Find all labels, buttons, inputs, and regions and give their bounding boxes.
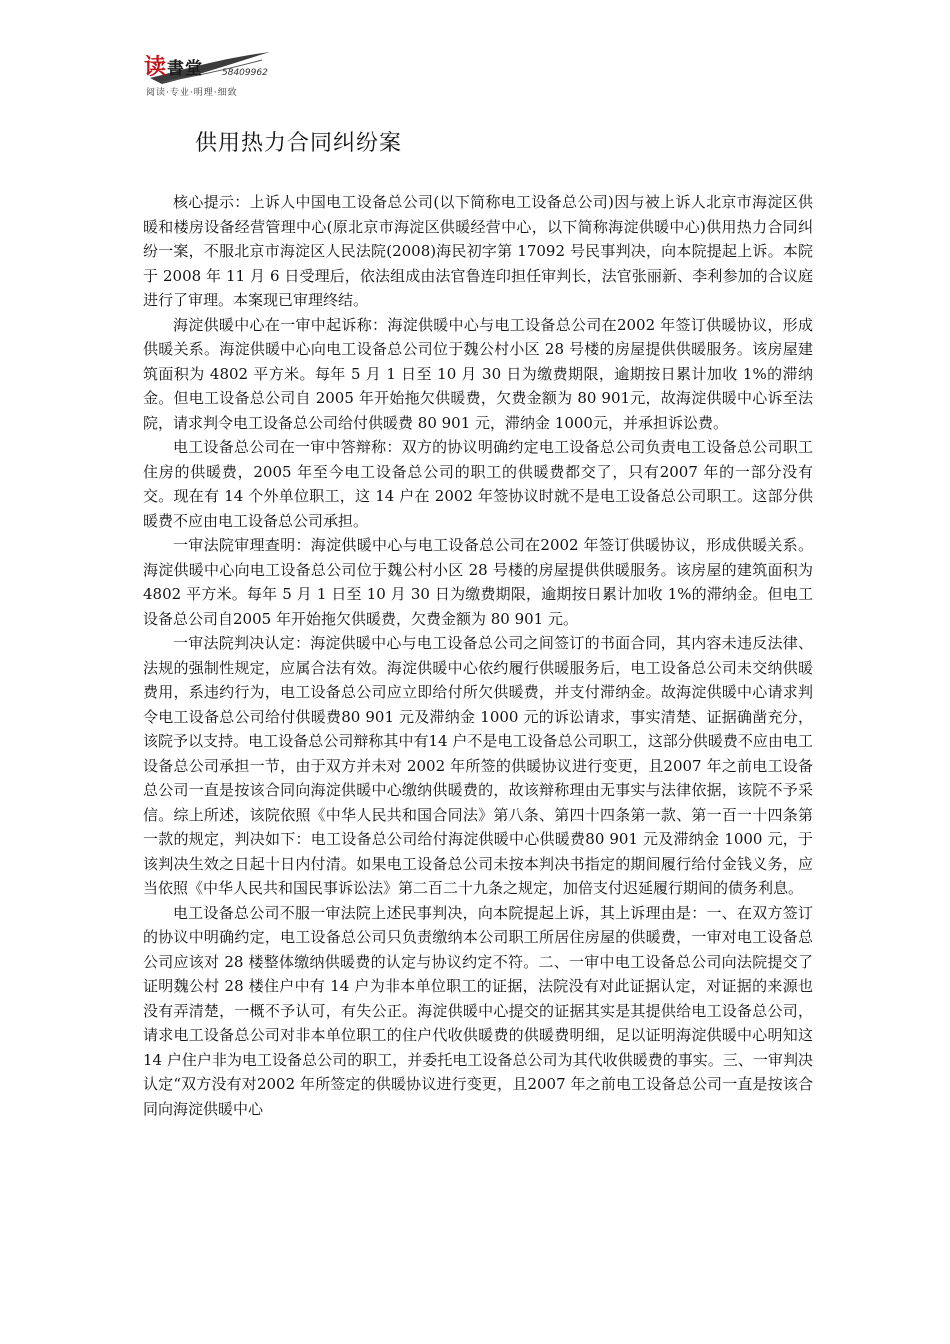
paragraph: 海淀供暖中心在一审中起诉称：海淀供暖中心与电工设备总公司在2002 年签订供暖协议，形成供暖关系。海淀供暖中心向电工设备总公司位于魏公村小区 28 号楼的房屋提供供暖服务。该房屋建筑面积为 4802 平方米。每年 5 月 1 日至 10 月 30 日为缴费期限，逾期按日累计加收 1%的滞纳金。但电工设备总公司自 2005 年开始拖欠供暖费，欠费金额为 80 901元，故海淀供暖中心诉至法院，请求判令电工设备总公司给付供暖费 80 901 元，滞纳金 1000元，并承担诉讼费。: [143, 315, 813, 432]
paragraph: 电工设备总公司在一审中答辩称：双方的协议明确约定电工设备总公司负责电工设备总公司职工住房的供暖费，2005 年至今电工设备总公司的职工的供暖费都交了，只有2007 年的一部分没有交。现在有 14 个外单位职工，这 14 户在 2002 年签协议时就不是电工设备总公司职工。这部分供暖费不应由电工设备总公司承担。: [143, 438, 813, 530]
logo-main-char: 读: [144, 54, 168, 80]
logo: [142, 48, 272, 98]
logo-main-rest: 書堂: [167, 59, 204, 79]
page-title: 供用热力合同纠纷案: [195, 131, 403, 156]
logo-slogan: 阅读·专业·明理·细致: [146, 88, 238, 98]
paragraph: 一审法院判决认定：海淀供暖中心与电工设备总公司之间签订的书面合同，其内容未违反法律、法规的强制性规定，应属合法有效。海淀供暖中心依约履行供暖服务后，电工设备总公司未交纳供暖费用，系违约行为，电工设备总公司应立即给付所欠供暖费，并支付滞纳金。故海淀供暖中心请求判令电工设备总公司给付供暖费80 901 元及滞纳金 1000 元的诉讼请求，事实清楚、证据确凿充分，该院予以支持。电工设备总公司辩称其中有14 户不是电工设备总公司职工，这部分供暖费不应由电工设备总公司承担一节，由于双方并未对 2002 年所签的供暖协议进行变更，且2007 年之前电工设备总公司一直是按该合同向海淀供暖中心缴纳供暖费的，故该辩称理由无事实与法律依据，该院不予采信。综上所述，该院依照《中华人民共和国合同法》第八条、第四十四条第一款、第一百一十四条第一款的规定，判决如下：电工设备总公司给付海淀供暖中心供暖费80 901 元及滞纳金 1000 元，于该判决生效之日起十日内付清。如果电工设备总公司未按本判决书指定的期间履行给付金钱义务，应当依照《中华人民共和国民事诉讼法》第二百二十九条之规定，加倍支付迟延履行期间的债务利息。: [143, 634, 813, 897]
paragraph: 电工设备总公司不服一审法院上述民事判决，向本院提起上诉，其上诉理由是：一、在双方签订的协议中明确约定，电工设备总公司只负责缴纳本公司职工所居住房屋的供暖费，一审对电工设备总公司应该对 28 楼整体缴纳供暖费的认定与协议约定不符。二、一审中电工设备总公司向法院提交了证明魏公村 28 楼住户中有 14 户为非本单位职工的证据，法院没有对此证据认定，对证据的来源也没有弄清楚，一概不予认可，有失公正。海淀供暖中心提交的证据其实是其提供给电工设备总公司，请求电工设备总公司对非本单位职工的住户代收供暖费的供暖费明细，足以证明海淀供暖中心明知这14 户住户非为电工设备总公司的职工，并委托电工设备总公司为其代收供暖费的事实。三、一审判决认定“双方没有对2002 年所签定的供暖协议进行变更，且2007 年之前电工设备总公司一直是按该合同向海淀供暖中心: [143, 903, 813, 1118]
logo-phone: 58409962: [222, 68, 268, 78]
document-body: [143, 190, 813, 1121]
paragraph: 一审法院审理查明：海淀供暖中心与电工设备总公司在2002 年签订供暖协议，形成供暖关系。海淀供暖中心向电工设备总公司位于魏公村小区 28 号楼的房屋提供供暖服务。该房屋的建筑面积为 4802 平方米。每年 5 月 1 日至 10 月 30 日为缴费期限，逾期按日累计加收 1%的滞纳金。但电工设备总公司自2005 年开始拖欠供暖费，欠费金额为 80 901 元。: [143, 536, 813, 628]
paragraph: 核心提示：上诉人中国电工设备总公司(以下简称电工设备总公司)因与被上诉人北京市海淀区供暖和楼房设备经营管理中心(原北京市海淀区供暖经营中心，以下简称海淀供暖中心)供用热力合同纠纷一案，不服北京市海淀区人民法院(2008)海民初字第 17092 号民事判决，向本院提起上诉。本院于 2008 年 11 月 6 日受理后，依法组成由法官鲁连印担任审判长，法官张丽新、李利参加的合议庭进行了审理。本案现已审理终结。: [143, 193, 813, 309]
logo-text: [144, 50, 203, 81]
